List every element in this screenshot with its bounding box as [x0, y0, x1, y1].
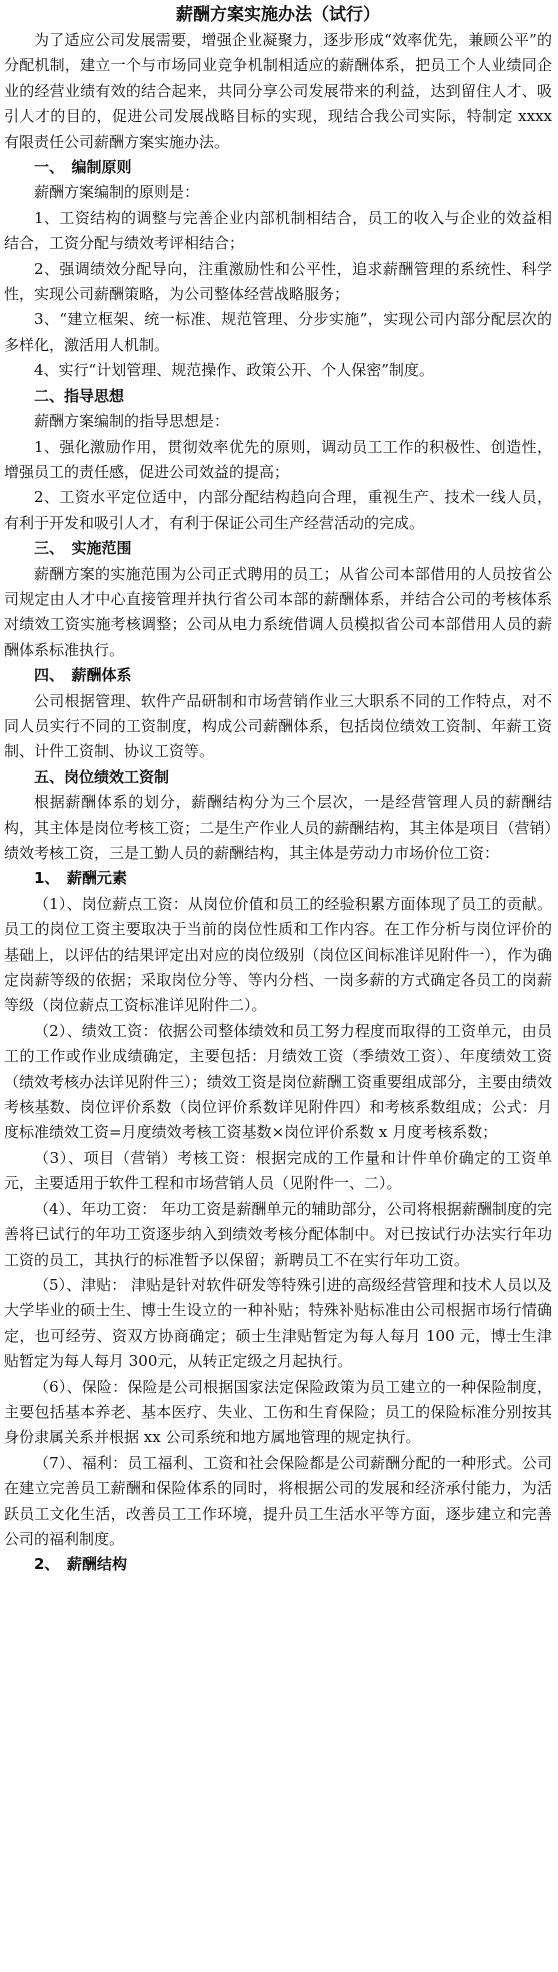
intro-paragraph: 为了适应公司发展需要，增强企业凝聚力，逐步形成“效率优先，兼顾公平”的分配机制，建立一个与市场同业竞争机制相适应的薪酬体系，把员工个人业绩同企业的经营业绩有效的结合起来，共同分享公司发展带来的利益，达到留住人才、吸引人才的目的，促进公司发展战略目标的实现，现结合我公司实际，特制定 xxxx 有限责任公司薪酬方案实施办法。 [4, 31, 552, 151]
paragraph: （5）、津贴： 津贴是针对软件研发等特殊引进的高级经营管理和技术人员以及大学毕业的硕士生、博士生设立的一种补贴；特殊补贴标准由公司根据市场行情确定，也可经劳、资双方协商确定；硕士生津贴暂定为每人每月 100 元，博士生津贴暂定为每人每月 300元，从转正定级之月起执行。 [4, 1275, 552, 1371]
document-title: 薪酬方案实施办法（试行） [176, 5, 380, 25]
subsection-heading-pay-elements: 1、 薪酬元素 [34, 869, 127, 888]
paragraph: 薪酬方案编制的原则是： [34, 183, 200, 202]
paragraph: （6）、保险：保险是公司根据国家法定保险政策为员工建立的一种保险制度，主要包括基本养老、基本医疗、失业、工伤和生育保险；员工的保险标准分别按其身份隶属关系并根据 xx 公司系统和地方属地管理的规定执行。 [4, 1377, 552, 1447]
section-heading-pay-system: 四、 薪酬体系 [34, 666, 132, 685]
section-heading-guiding-ideas: 二、指导思想 [34, 386, 125, 405]
section-heading-principles: 一、 编制原则 [34, 158, 132, 177]
paragraph: （3）、项目（营销）考核工资：根据完成的工作量和计件单价确定的工资单元，主要适用于软件工程和市场营销人员（见附件一、二）。 [4, 1148, 552, 1193]
paragraph: 根据薪酬体系的划分，薪酬结构分为三个层次，一是经营管理人员的薪酬结构，其主体是岗位考核工资；二是生产作业人员的薪酬结构，其主体是项目（营销）绩效考核工资，三是工勤人员的薪酬结构，其主体是劳动力市场价位工资： [4, 793, 552, 862]
paragraph: 薪酬方案的实施范围为公司正式聘用的员工；从省公司本部借用的人员按省公司规定由人才中心直接管理并执行省公司本部的薪酬体系，并结合公司的考核体系对绩效工资实施考核调整；公司从电力系统借调人员模拟省公司本部借用人员的薪酬体系标准执行。 [4, 564, 552, 659]
subsection-heading-pay-structure: 2、 薪酬结构 [34, 1555, 127, 1574]
section-heading-scope: 三、 实施范围 [34, 539, 132, 558]
paragraph: 公司根据管理、软件产品研制和市场营销作业三大职系不同的工作特点，对不同人员实行不同的工资制度，构成公司薪酬体系，包括岗位绩效工资制、年薪工资制、计件工资制、协议工资等。 [4, 691, 552, 761]
paragraph: （2）、绩效工资：依据公司整体绩效和员工努力程度而取得的工资单元，由员工的工作或作业成绩确定，主要包括：月绩效工资（季绩效工资）、年度绩效工资（绩效考核办法详见附件三）；绩效工资是岗位薪酬工资重要组成部分，主要由绩效考核基数、岗位评价系数（岗位评价系数详见附件四）和考核系数组成；公式：月度标准绩效工资=月度绩效考核工资基数×岗位评价系数 x 月度考核系数； [4, 1021, 552, 1142]
paragraph: 薪酬方案编制的指导思想是： [34, 412, 230, 431]
paragraph: （7）、福利：员工福利、工资和社会保险都是公司薪酬分配的一种形式。公司在建立完善员工薪酬和保险体系的同时，将根据公司的发展和经济承付能力，为活跃员工文化生活，改善员工工作环境，提升员工生活水平等方面，逐步建立和完善公司的福利制度。 [4, 1453, 552, 1548]
paragraph: 2、强调绩效分配导向，注重激励性和公平性，追求薪酬管理的系统性、科学性，实现公司薪酬策略，为公司整体经营战略服务； [4, 259, 552, 304]
paragraph: 3、“建立框架、统一标准、规范管理、分步实施”，实现公司内部分配层次的多样化，激活用人机制。 [4, 310, 552, 354]
section-heading-performance-pay: 五、岗位绩效工资制 [34, 767, 170, 786]
paragraph: 1、工资结构的调整与完善企业内部机制相结合，员工的收入与企业的效益相结合，工资分配与绩效考评相结合； [4, 208, 552, 253]
paragraph: （4）、年功工资： 年功工资是薪酬单元的辅助部分，公司将根据薪酬制度的完善将已试行的年功工资逐步纳入到绩效考核分配体制中。对已按试行办法实行年功工资的员工，其执行的标准暂予以保留；新聘员工不在实行年功工资。 [4, 1199, 552, 1269]
paragraph: 4、实行“计划管理、规范操作、政策公开、个人保密”制度。 [34, 361, 434, 380]
paragraph: （1）、岗位薪点工资：从岗位价值和员工的经验积累方面体现了员工的贡献。员工的岗位工资主要取决于当前的岗位性质和工作内容。在工作分析与岗位评价的基础上，以评估的结果评定出对应的岗位级别（岗位区间标准详见附件一），作为确定岗薪等级的依据；采取岗位分等、等内分档、一岗多薪的方式确定各员工的岗薪等级（岗位薪点工资标准详见附件二）。 [4, 894, 552, 1015]
paragraph: 1、强化激励作用，贯彻效率优先的原则，调动员工工作的积极性、创造性，增强员工的责任感，促进公司效益的提高； [4, 437, 552, 481]
paragraph: 2、工资水平定位适中，内部分配结构趋向合理，重视生产、技术一线人员，有利于开发和吸引人才，有利于保证公司生产经营活动的完成。 [4, 488, 552, 532]
